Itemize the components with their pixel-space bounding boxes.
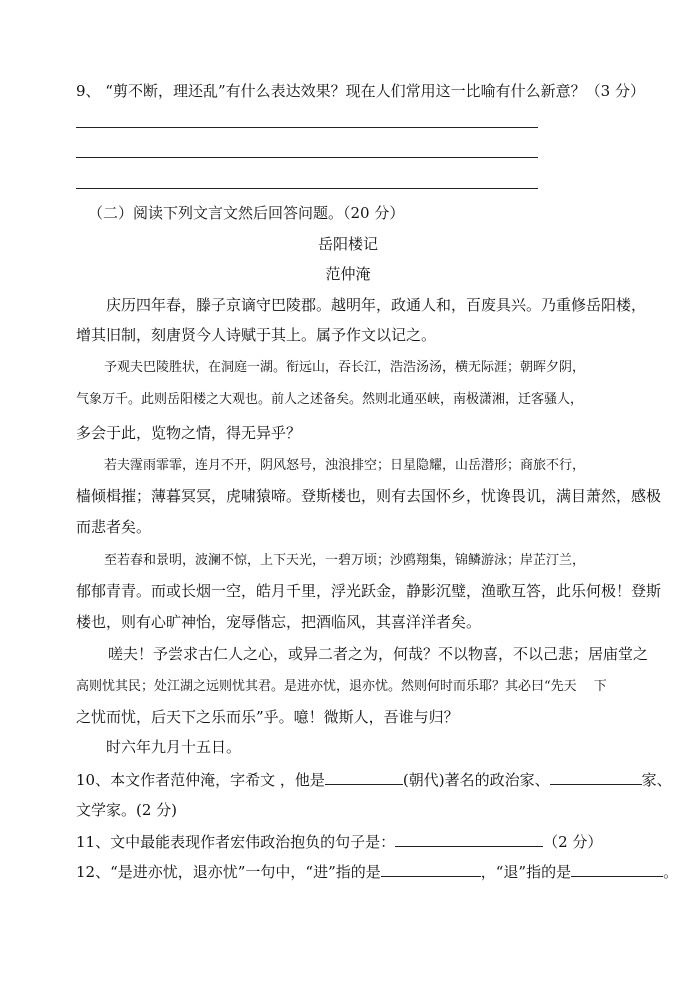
answer-blank-dynasty[interactable] xyxy=(325,770,403,785)
question-11-points: （2 分） xyxy=(543,833,603,851)
question-12 xyxy=(76,862,678,882)
question-10-text-a: 10、本文作者范仲淹，字希文 ，他是 xyxy=(76,771,325,789)
section-heading: （二）阅读下列文言文然后回答问题。（20 分） xyxy=(88,204,405,222)
question-9: 9、 “剪不断，理还乱”有什么表达效果？现在人们常用这一比喻有什么新意？（3 分） xyxy=(76,82,645,100)
passage-line: 樯倾楫摧；薄暮冥冥，虎啸猿啼。登斯楼也，则有去国怀乡，忧谗畏讥，满目萧然，感极 xyxy=(76,487,662,505)
answer-blank-sentence[interactable] xyxy=(395,832,543,847)
answer-line[interactable] xyxy=(76,127,538,128)
question-10 xyxy=(76,770,672,790)
passage-line: 气象万千。此则岳阳楼之大观也。前人之述备矣。然则北通巫峡，南极潇湘，迁客骚人， xyxy=(76,392,584,407)
passage-line: 多会于此，览物之情，得无异乎？ xyxy=(76,424,302,442)
passage-line: 而悲者矣。 xyxy=(76,518,152,536)
passage-line: 增其旧制，刻唐贤今人诗赋于其上。属予作文以记之。 xyxy=(76,326,437,344)
question-12-text-b: ，“退”指的是 xyxy=(480,863,572,881)
question-11 xyxy=(76,832,602,852)
answer-line[interactable] xyxy=(76,188,538,189)
passage-line: 郁郁青青。而或长烟一空，皓月千里，浮光跃金，静影沉璧，渔歌互答，此乐何极！登斯 xyxy=(76,582,662,600)
passage-line: 庆历四年春，滕子京谪守巴陵郡。越明年，政通人和，百废具兴。乃重修岳阳楼， xyxy=(106,296,647,314)
passage-line: 若夫霪雨霏霏，连月不开，阴风怒号，浊浪排空；日星隐耀，山岳潜形；商旅不行， xyxy=(104,458,586,473)
question-12-text-a: 12、“是进亦忧，退亦忧”一句中，“进”指的是 xyxy=(76,863,381,881)
passage-line: 时六年九月十五日。 xyxy=(106,738,242,756)
answer-blank-advance[interactable] xyxy=(381,862,481,877)
passage-title: 岳阳楼记 xyxy=(317,235,378,253)
question-10-text-b: (朝代)著名的政治家、 xyxy=(402,771,550,789)
passage-line: 予观夫巴陵胜状，在洞庭一湖。衔远山，吞长江，浩浩汤汤，横无际涯；朝晖夕阴， xyxy=(104,360,586,375)
passage-line: 楼也，则有心旷神怡，宠辱偕忘，把酒临风，其喜洋洋者矣。 xyxy=(76,613,482,631)
answer-blank-retreat[interactable] xyxy=(571,862,663,877)
passage-line: 嗟夫！予尝求古仁人之心，或异二者之为，何哉？不以物喜，不以己悲；居庙堂之 xyxy=(108,645,649,663)
answer-blank-profession[interactable] xyxy=(550,770,642,785)
question-10-text-c: 家、 xyxy=(641,771,672,789)
passage-line: 之忧而忧，后天下之乐而乐”乎。噫！微斯人，吾谁与归？ xyxy=(76,708,459,726)
passage-line: 至若春和景明，波澜不惊，上下天光，一碧万顷；沙鸥翔集，锦鳞游泳；岸芷汀兰， xyxy=(104,553,586,568)
question-11-text: 11、文中最能表现作者宏伟政治抱负的句子是： xyxy=(76,833,396,851)
passage-line: 高则忧其民；处江湖之远则忧其君。是进亦忧，退亦忧。然则何时而乐耶？其必曰“先天 下 xyxy=(76,679,607,694)
question-12-text-c: 。 xyxy=(663,863,679,881)
answer-line[interactable] xyxy=(76,157,538,158)
question-10-continued: 文学家。(2 分) xyxy=(76,801,178,819)
passage-author: 范仲淹 xyxy=(325,265,371,283)
